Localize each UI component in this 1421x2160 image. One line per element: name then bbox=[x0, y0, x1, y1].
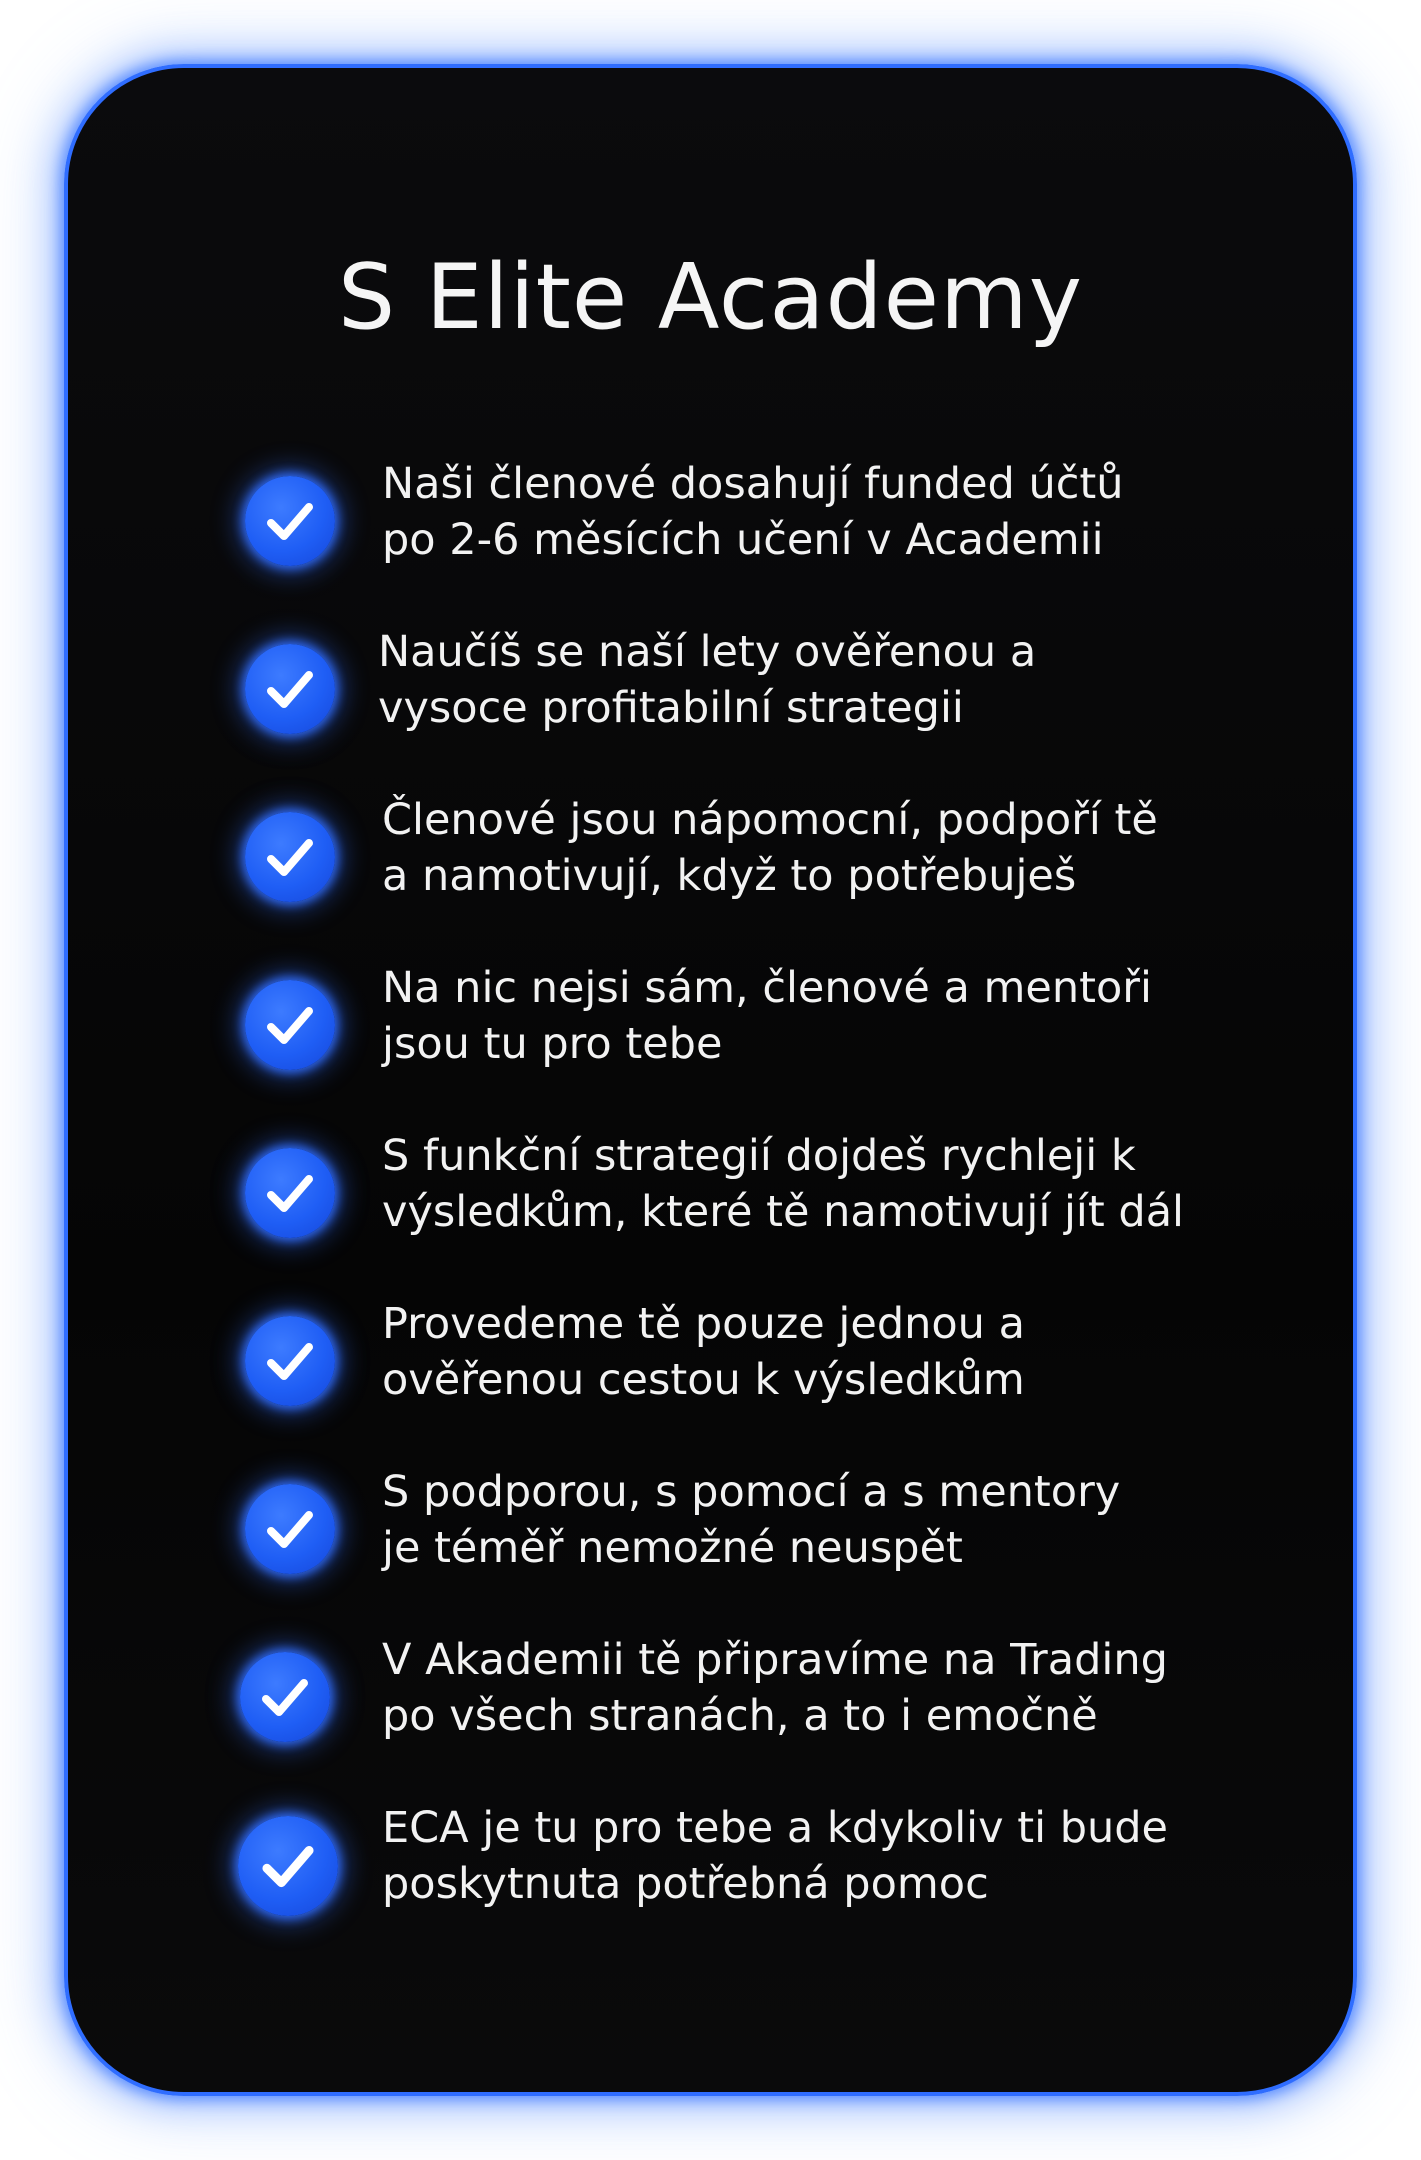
list-item bbox=[68, 1128, 1353, 1296]
list-item bbox=[68, 960, 1353, 1128]
check-circle-icon bbox=[238, 1816, 338, 1916]
feature-text: ECA je tu pro tebe a kdykoliv ti bude poskytnuta potřebná pomoc bbox=[382, 1803, 1168, 1909]
check-circle-icon bbox=[245, 476, 335, 566]
feature-text: Naučíš se naší lety ověřenou a vysoce profitabilní strategii bbox=[378, 627, 1037, 733]
list-item bbox=[68, 792, 1353, 960]
list-item bbox=[68, 1296, 1353, 1464]
feature-text: S podporou, s pomocí a s mentory je téměř nemožné neuspět bbox=[382, 1467, 1121, 1573]
check-circle-icon bbox=[245, 644, 335, 734]
card-title: S Elite Academy bbox=[338, 245, 1083, 350]
check-circle-icon bbox=[245, 980, 335, 1070]
check-circle-icon bbox=[245, 1316, 335, 1406]
list-item bbox=[68, 456, 1353, 624]
feature-text: Naši členové dosahují funded účtů po 2-6 měsících učení v Academii bbox=[382, 459, 1124, 565]
feature-text: V Akademii tě připravíme na Trading po všech stranách, a to i emočně bbox=[382, 1635, 1168, 1741]
feature-text: S funkční strategií dojdeš rychleji k výsledkům, které tě namotivují jít dál bbox=[382, 1131, 1184, 1237]
check-circle-icon bbox=[240, 1652, 330, 1742]
feature-list bbox=[68, 456, 1353, 1968]
feature-text: Členové jsou nápomocní, podpoří tě a namotivují, když to potřebuješ bbox=[382, 795, 1158, 901]
list-item bbox=[68, 624, 1353, 792]
feature-card bbox=[64, 64, 1357, 2096]
feature-text: Provedeme tě pouze jednou a ověřenou cestou k výsledkům bbox=[382, 1299, 1025, 1405]
list-item bbox=[68, 1632, 1353, 1800]
list-item bbox=[68, 1800, 1353, 1968]
check-circle-icon bbox=[245, 812, 335, 902]
check-circle-icon bbox=[245, 1148, 335, 1238]
feature-text: Na nic nejsi sám, členové a mentoři jsou tu pro tebe bbox=[382, 963, 1152, 1069]
check-circle-icon bbox=[245, 1484, 335, 1574]
list-item bbox=[68, 1464, 1353, 1632]
